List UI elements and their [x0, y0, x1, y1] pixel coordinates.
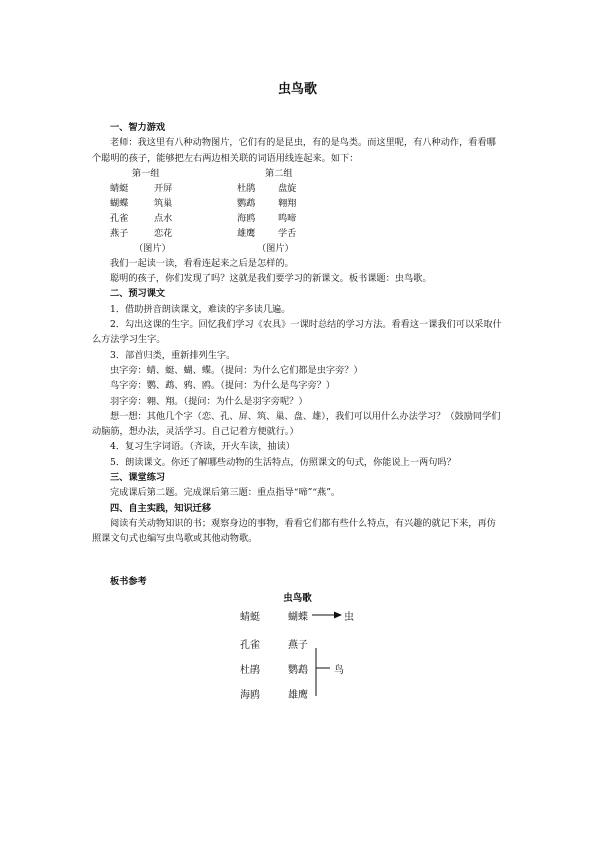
- board-word: 孔雀: [240, 640, 260, 651]
- list-item: 2．勾出这课的生字。回忆我们学习《农具》一课时总结的学习方法。看看这一课我们可以采取什么方法学习生字。: [92, 319, 502, 346]
- list-item: 想一想：其他几个字（恋、孔、屏、筑、巢、盘、雄），我们可以用什么办法学习？（鼓励同学们动脑筋，想办法，灵活学习。自己记着方便就行。）: [92, 410, 501, 438]
- section-heading-3: 三、课堂练习: [110, 472, 166, 484]
- action-word: 恋花: [154, 227, 173, 239]
- list-item: 4．复习生字词语。（齐读，开火车读，抽读）: [110, 441, 295, 453]
- list-item: 鸟字旁：鹦、鹉、鸦、鸥。（提问：为什么是鸟字旁？）: [110, 380, 336, 392]
- board-word: 海鸥: [240, 690, 260, 701]
- animal-word: 鹦鹉: [237, 197, 256, 209]
- board-word: 蜻蜓: [240, 612, 260, 623]
- bird-label: 鸟: [334, 665, 344, 676]
- lesson-body: [92, 120, 504, 547]
- paragraph: 老师：我这里有八种动物图片，它们有的是昆虫，有的是鸟类。而这里呢，有八种动作，看看哪个聪明的孩子，能够把左右两边相关联的词语用线连起来。如下：: [92, 137, 496, 164]
- action-word: 学舌: [278, 227, 297, 239]
- section-heading-4: 四、自主实践，知识迁移: [110, 502, 212, 514]
- animal-word: 海鸥: [237, 212, 256, 224]
- paragraph: 我们一起读一读，看看连起来之后是怎样的。: [110, 257, 294, 269]
- paragraph: 完成课后第二题。完成课后第三题：重点指导“啼”“燕”。: [110, 487, 341, 499]
- animal-word: 雄鹰: [237, 227, 256, 239]
- animal-word: 孔雀: [110, 212, 129, 224]
- action-word: 盘旋: [278, 182, 297, 194]
- animal-word: 蝴蝶: [110, 197, 129, 209]
- action-word: 鸣啼: [278, 212, 297, 224]
- list-item: 3．部首归类，重新排列生字。: [110, 349, 236, 361]
- group-label: 第一组: [132, 167, 160, 179]
- paragraph: 阅读有关动物知识的书；观察身边的事物，看看它们都有些什么特点，有兴趣的就记下来，再仿照课文句式也编写虫鸟歌或其他动物歌。: [92, 517, 496, 545]
- blackboard-diagram: [230, 606, 380, 702]
- picture-label: （图片）: [257, 242, 294, 254]
- board-word: 杜鹃: [240, 665, 260, 676]
- matching-grid: [92, 166, 504, 256]
- picture-label: （图片）: [134, 242, 171, 254]
- board-word: 燕子: [288, 640, 308, 651]
- section-heading-2: 二、预习课文: [110, 288, 166, 300]
- action-word: 翱翔: [278, 197, 297, 209]
- animal-word: 蜻蜓: [110, 182, 129, 194]
- group-label: 第二组: [265, 167, 293, 179]
- action-word: 点水: [154, 212, 173, 224]
- board-connector-lines: [230, 606, 380, 702]
- list-item: 5．朗读课文。你还了解哪些动物的生活特点，仿照课文的句式，你能说上一两句吗？: [110, 456, 456, 468]
- board-word: 蝴蝶: [288, 612, 308, 623]
- page-title: 虫鸟歌: [277, 82, 317, 97]
- animal-word: 杜鹃: [237, 182, 256, 194]
- action-word: 筑巢: [154, 197, 173, 209]
- board-word: 雄鹰: [288, 690, 308, 701]
- paragraph: 聪明的孩子，你们发现了吗？这就是我们要学习的新课文。板书课题：虫鸟歌。: [110, 273, 432, 285]
- section-heading-1: 一、智力游戏: [110, 122, 166, 133]
- arrow-head-icon: [334, 612, 342, 619]
- animal-word: 燕子: [110, 227, 129, 239]
- list-item: 羽字旁：翱、翔。（提问：为什么是羽字旁呢？）: [110, 395, 308, 407]
- board-word: 鹦鹉: [288, 665, 308, 676]
- board-title: 虫鸟歌: [283, 593, 312, 604]
- list-item: 虫字旁：蜻、蜓、蝴、蝶。（提问：为什么它们都是虫字旁？）: [110, 364, 363, 376]
- action-word: 开屏: [154, 182, 173, 194]
- board-heading: 板书参考: [110, 576, 147, 587]
- list-item: 1．借助拼音朗读课文，难读的字多读几遍。: [110, 303, 291, 315]
- insect-label: 虫: [344, 612, 354, 623]
